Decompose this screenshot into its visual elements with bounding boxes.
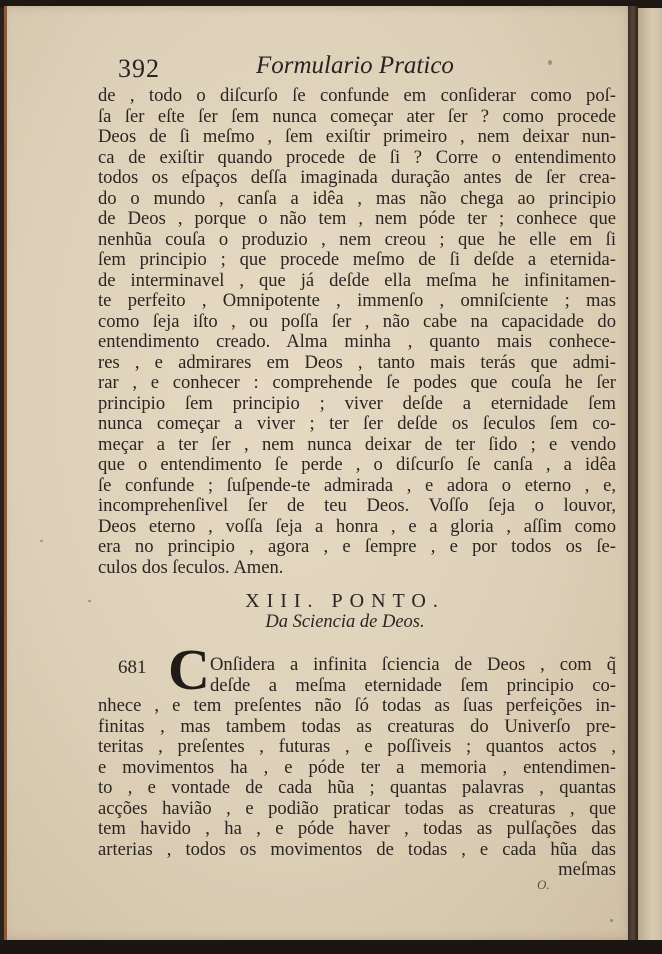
text-line: era no principio , agora , e ſempre , e por todos os ſe- [98, 536, 616, 557]
text-line: ſe confunde ; ſuſpende-te admirada , e adora o eterno , e, [98, 474, 616, 496]
signature-mark: O. [537, 877, 550, 892]
paper-speck [88, 600, 91, 602]
text-line: rar , e conhecer : comprehende ſe podes que couſa he ſer [98, 372, 616, 393]
text-line: entendimento creado. Alma minha , quanto mais conhece- [98, 331, 616, 352]
text-line: de , todo o diſcurſo ſe confunde em conſiderar como poſ- [98, 85, 616, 106]
paragraph-681-body [98, 696, 616, 881]
text-line: de Deos , porque o não tem , nem póde ter ; conhece que [98, 208, 616, 229]
running-title: Formulario Pratico [256, 52, 454, 79]
text-line: Deos eterno , voſſa ſeja a honra , e a gloria , aſſim como [98, 515, 616, 537]
text-line: finitas , mas tambem todas as creaturas do Univerſo pre- [98, 715, 616, 737]
text-line: nhece , e tem preſentes não ſó todas as ſuas perfeições in- [98, 695, 616, 716]
text-line: arterias , todos os movimentos de todas , e cada hũa das [98, 838, 616, 860]
text-line: e movimentos ha , e póde ter a memoria , entendimen- [98, 756, 616, 778]
facing-page-edge [638, 8, 662, 940]
text-line: ſem principio ; que procede meſmo de ſi deſde a eternida- [98, 249, 616, 270]
paper-speck [548, 60, 552, 65]
section-heading: XIII. PONTO. [245, 590, 445, 612]
text-line: incomprehenſivel ſer de teu Deos. Voſſo ſeja o louvor, [98, 495, 616, 516]
catchword: meſmas [558, 859, 616, 880]
paragraph-number: 681 [118, 657, 147, 678]
text-line: nenhũa couſa o produzio , nem creou ; que he elle em ſi [98, 228, 616, 250]
text-line: principio ſem principio ; viver deſde a eternidade ſem [98, 392, 616, 414]
text-line: como ſeja iſto , ou poſſa ſer , não cabe na capacidade do [98, 310, 616, 332]
text-line: deſde a meſma eternidade ſem principio co- [210, 674, 616, 696]
text-line: ca de exiſtir quando procede de ſi ? Corre o entendimento [98, 146, 616, 168]
text-line: todos os eſpaços deſſa imaginada duração antes de ſer crea- [98, 167, 616, 188]
paper-speck [610, 919, 613, 922]
text-line: acções havião , e podião praticar todas as creaturas , que [98, 797, 616, 819]
text-line: que o entendimento ſe perde , o diſcurſo ſe canſa , a idêa [98, 454, 616, 475]
paper-speck [40, 540, 43, 542]
text-line: tem havido , ha , e póde haver , todas as pulſações das [98, 818, 616, 839]
paragraph-continuation [98, 86, 616, 578]
text-line: culos dos ſeculos. Amen. [98, 556, 284, 578]
page-header [118, 52, 588, 86]
text-line: meçar a ter ſer , nem nunca deixar de ter ſido ; e vendo [98, 433, 616, 455]
text-line: res , e admirares em Deos , tanto mais terás que admi- [98, 351, 616, 373]
text-line: de interminavel , que já deſde ella meſma he infinitamen- [98, 269, 616, 291]
text-line: nunca começar a viver ; ter ſer deſde os ſeculos ſem co- [98, 413, 616, 434]
section-subtitle: Da Sciencia de Deos. [265, 612, 425, 632]
text-line: ſa ſer eſte ſer ſem nunca começar ater ſer ? como procede [98, 105, 616, 127]
scan-bottom-edge [0, 940, 662, 954]
text-line: to , e vontade de cada hũa ; quantas palavras , quantas [98, 777, 616, 798]
text-line: teritas , preſentes , futuras , e poſſiveis ; quantos actos , [98, 736, 616, 757]
text-line: te perfeito , Omnipotente , immenſo , omniſciente ; mas [98, 290, 616, 311]
book-gutter [628, 6, 638, 946]
text-line: do o mundo , canſa a idêa , mas não chega ao principio [98, 187, 616, 209]
page-number: 392 [118, 54, 160, 83]
text-line: Deos de ſi meſmo , ſem exiſtir primeiro , nem deixar nun- [98, 126, 616, 147]
text-line: Onſidera a infinita ſciencia de Deos , com q̃ [210, 654, 616, 675]
drop-cap-letter: C [168, 637, 210, 702]
paragraph-681-opening [210, 655, 616, 696]
